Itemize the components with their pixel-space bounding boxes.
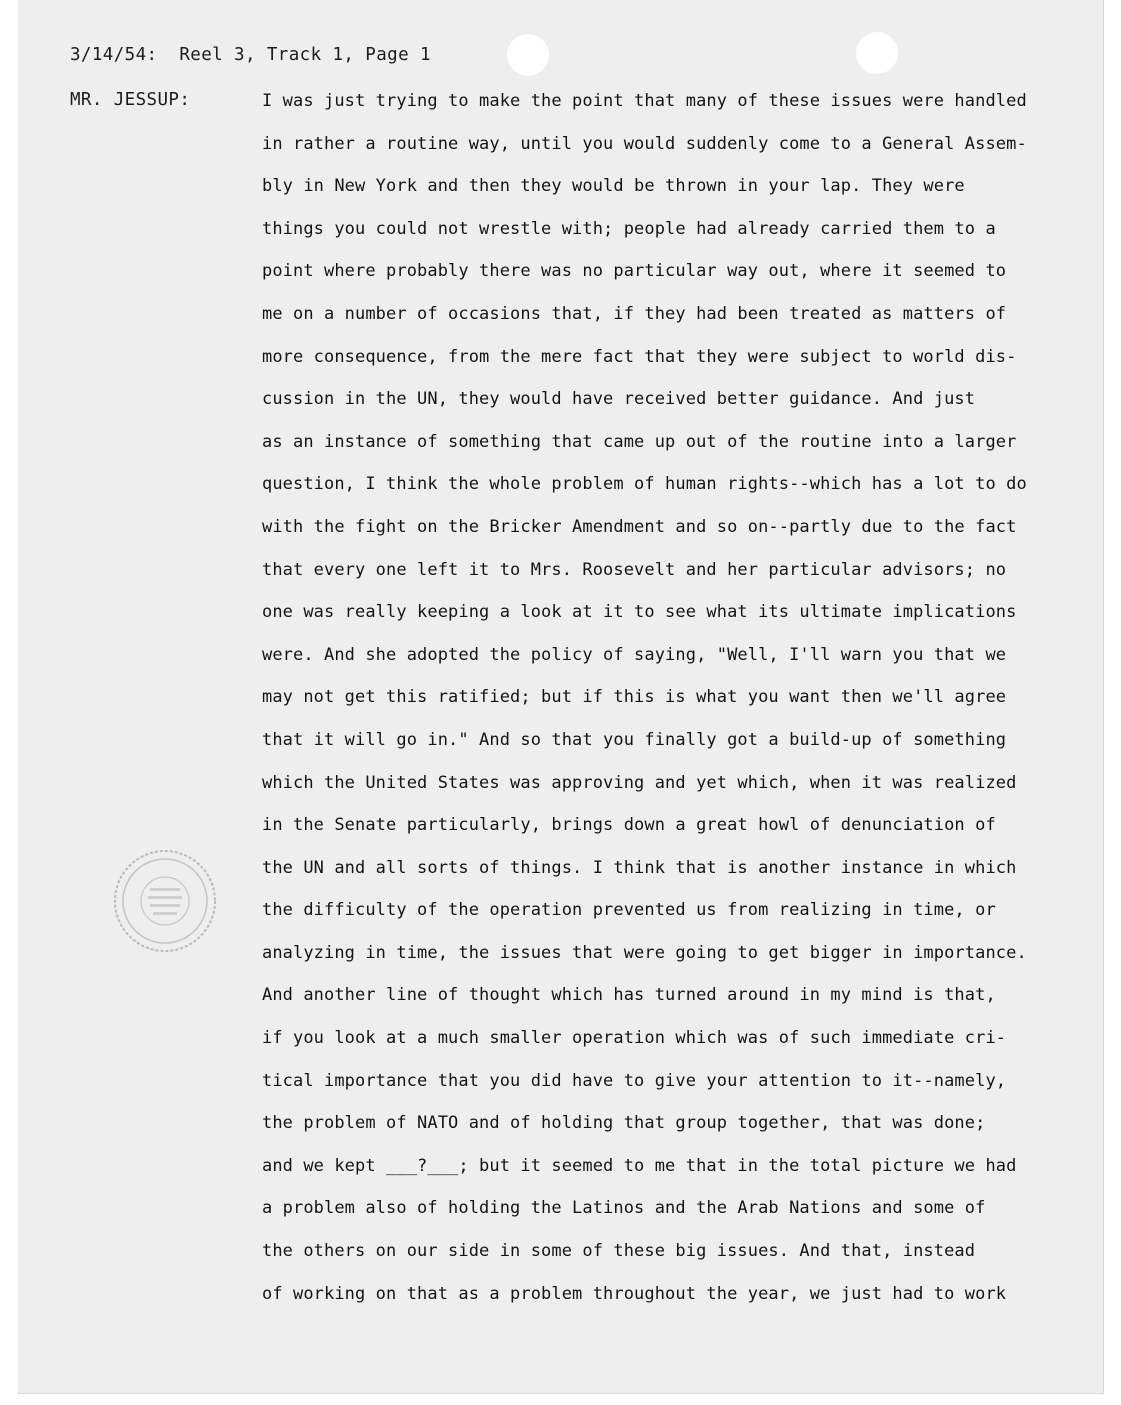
header-date: 3/14/54: — [70, 45, 158, 65]
transcript-line: bly in New York and then they would be thrown in your lap. They were — [262, 176, 965, 197]
transcript-line: And another line of thought which has turned around in my mind is that, — [262, 985, 996, 1006]
transcript-line: and we kept ___?___; but it seemed to me that in the total picture we had — [262, 1155, 1017, 1176]
transcript-line: point where probably there was no particular way out, where it seemed to — [262, 261, 1007, 282]
transcript-line: in the Senate particularly, brings down a great howl of denunciation of — [262, 815, 996, 836]
transcript-body — [262, 90, 1067, 1325]
speaker-label: MR. JESSUP: — [70, 90, 191, 110]
transcript-line: tical importance that you did have to give your attention to it--namely, — [262, 1070, 1007, 1091]
header-location: Reel 3, Track 1, Page 1 — [179, 45, 431, 65]
transcript-line: I was just trying to make the point that many of these issues were handled — [262, 91, 1027, 111]
transcript-line: cussion in the UN, they would have received better guidance. And just — [262, 389, 976, 410]
transcript-line: may not get this ratified; but if this is what you want then we'll agree — [262, 687, 1007, 708]
transcript-line: one was really keeping a look at it to see what its ultimate implications — [262, 602, 1017, 623]
transcript-line: as an instance of something that came up out of the routine into a larger — [262, 431, 1017, 452]
transcript-line: that every one left it to Mrs. Roosevelt and her particular advisors; no — [262, 559, 1007, 580]
transcript-line: things you could not wrestle with; people had already carried them to a — [262, 218, 996, 239]
punch-hole — [507, 34, 549, 76]
transcript-line: the UN and all sorts of things. I think that is another instance in which — [262, 857, 1017, 878]
transcript-line: with the fight on the Bricker Amendment and so on--partly due to the fact — [262, 516, 1017, 537]
transcript-line: a problem also of holding the Latinos and the Arab Nations and some of — [262, 1198, 986, 1219]
transcript-line: the problem of NATO and of holding that group together, that was done; — [262, 1113, 986, 1134]
transcript-line: were. And she adopted the policy of saying, "Well, I'll warn you that we — [262, 644, 1007, 665]
transcript-line: analyzing in time, the issues that were going to get bigger in importance. — [262, 942, 1027, 963]
transcript-line: that it will go in." And so that you finally got a build-up of something — [262, 729, 1007, 750]
transcript-line: me on a number of occasions that, if they had been treated as matters of — [262, 303, 1007, 324]
transcript-line: which the United States was approving and yet which, when it was realized — [262, 772, 1017, 793]
transcript-line: in rather a routine way, until you would suddenly come to a General Assem- — [262, 133, 1027, 154]
transcript-line: question, I think the whole problem of human rights--which has a lot to do — [262, 474, 1027, 495]
transcript-line: the others on our side in some of these big issues. And that, instead — [262, 1241, 976, 1262]
transcript-line: the difficulty of the operation prevented us from realizing in time, or — [262, 900, 996, 921]
page-header — [70, 45, 431, 65]
transcript-line: more consequence, from the mere fact that they were subject to world dis- — [262, 346, 1017, 367]
punch-hole — [856, 32, 898, 74]
transcript-line: of working on that as a problem throughout the year, we just had to work — [262, 1283, 1007, 1304]
transcript-line: if you look at a much smaller operation which was of such immediate cri- — [262, 1028, 1007, 1049]
library-seal-stamp — [112, 848, 218, 954]
